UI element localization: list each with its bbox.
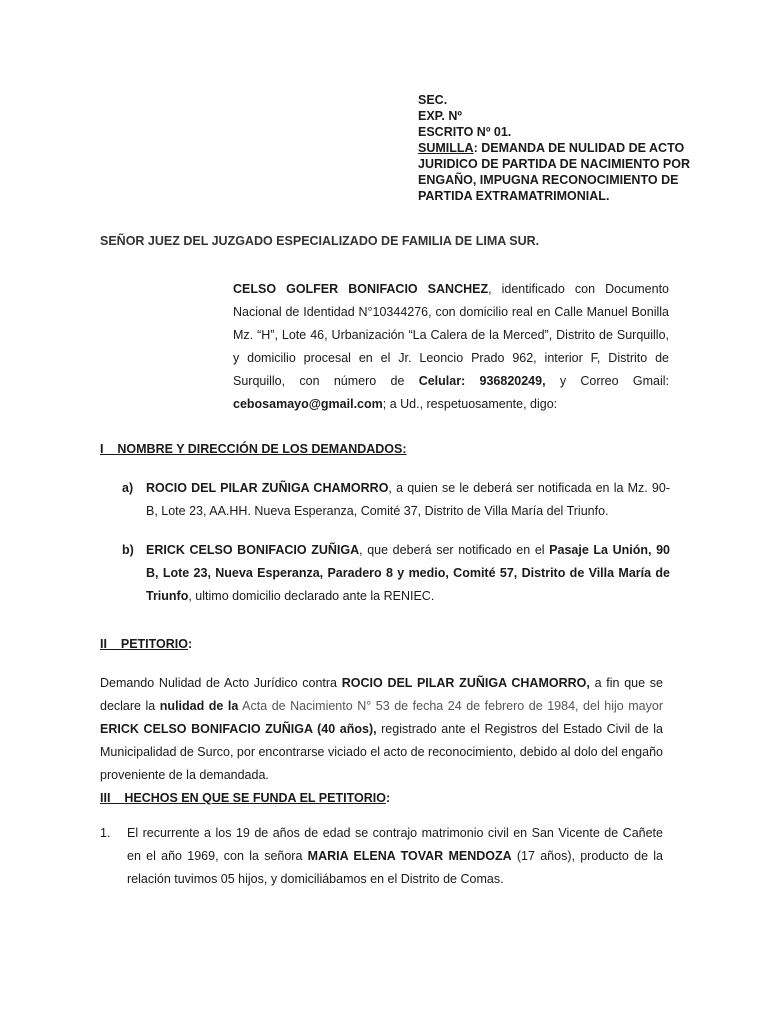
fact-item-1 <box>100 822 663 891</box>
celular: Celular: 936820249, <box>418 374 546 388</box>
sumilla-label: SUMILLA <box>418 141 474 155</box>
exp-line: EXP. Nº <box>418 109 462 123</box>
sumilla-text-4: PARTIDA EXTRAMATRIMONIAL. <box>418 189 610 203</box>
defendant-item-a <box>122 477 670 523</box>
section-1-title-text: NOMBRE Y DIRECCIÓN DE LOS DEMANDADOS: <box>117 442 407 456</box>
addressee: SEÑOR JUEZ DEL JUZGADO ESPECIALIZADO DE FAMILIA DE LIMA SUR. <box>100 234 540 248</box>
item-label: 1. <box>100 826 111 840</box>
item-text <box>146 539 670 608</box>
sumilla-text-3: ENGAÑO, IMPUGNA RECONOCIMIENTO DE <box>418 173 679 187</box>
plaintiff-name: CELSO GOLFER BONIFACIO SANCHEZ <box>233 282 489 296</box>
item-label: b) <box>122 543 134 557</box>
section-2-title <box>100 637 192 651</box>
defendant-name: ROCIO DEL PILAR ZUÑIGA CHAMORRO, <box>341 676 590 690</box>
petitorio-text-2: a fin que se declare la <box>100 676 663 713</box>
fact-text-1: El recurrente a los 19 de años de edad se contrajo matrimonio civil en San Vicente de Cañete en el año 1969, con la señora <box>127 826 663 863</box>
section-1-title <box>100 442 407 456</box>
sumilla-text-1: : DEMANDA DE NULIDAD DE ACTO <box>473 141 685 155</box>
sumilla-text-2: JURIDICO DE PARTIDA DE NACIMIENTO POR <box>418 157 691 171</box>
item-text <box>146 477 670 523</box>
spouse-name: MARIA ELENA TOVAR MENDOZA <box>307 849 512 863</box>
defendant-item-b <box>122 539 670 608</box>
sumilla-line <box>418 140 685 156</box>
section-3-num-text: III <box>100 791 111 805</box>
section-3-num <box>100 791 124 805</box>
section-2-num <box>100 637 121 651</box>
escrito-line: ESCRITO Nº 01. <box>418 125 512 139</box>
son-name: ERICK CELSO BONIFACIO ZUÑIGA (40 años), <box>100 722 377 736</box>
item-label: a) <box>122 481 134 495</box>
section-3-title <box>100 791 390 805</box>
defendant-name: ROCIO DEL PILAR ZUÑIGA CHAMORRO <box>146 481 389 495</box>
intro-text-2: y Correo Gmail: <box>545 374 669 388</box>
item-text-1: , que deberá ser notificado en el <box>359 543 550 557</box>
petitorio-text-1: Demando Nulidad de Acto Jurídico contra <box>100 676 342 690</box>
defendant-name: ERICK CELSO BONIFACIO ZUÑIGA <box>146 543 360 557</box>
email: cebosamayo@gmail.com <box>233 397 383 411</box>
section-2-num-text: II <box>100 637 107 651</box>
petitorio-text-4: registrado ante el Registros del Estado Civil de la Municipalidad de Surco, por encontrarse viciado el acto de reconocimiento, debido al dolo del engaño proveniente de la demandada. <box>100 722 663 782</box>
case-header <box>418 92 691 204</box>
section-1-num: I <box>100 442 104 456</box>
intro-text-3: ; a Ud., respetuosamente, digo: <box>382 397 558 411</box>
fact-text-2: (17 años), producto de la relación tuvimos 05 hijos, y domiciliábamos en el Distrito de Comas. <box>127 849 664 886</box>
defendant-address: Pasaje La Unión, 90 B, Lote 23, Nueva Esperanza, Paradero 8 y medio, Comité 57, Distrito de Villa María de Triunfo <box>146 543 670 603</box>
sec-line: SEC. <box>418 93 448 107</box>
intro-text-1: , identificado con Documento Nacional de Identidad N°10344276, con domicilio real en Calle Manuel Bonilla Mz. “H”, Lote 46, Urbanización “La Calera de la Merced”, Distrito de Surquillo, y domicilio procesal en el Jr. Leoncio Prado 962, interior F, Distrito de Surquillo, con número de <box>233 282 669 388</box>
petitorio-paragraph <box>100 672 663 787</box>
defendant-address: , a quien se le deberá ser notificada en la Mz. 90-B, Lote 23, AA.HH. Nueva Esperanza, Comité 37, Distrito de Villa María del Triunfo. <box>146 481 670 518</box>
section-2-colon: : <box>188 637 193 651</box>
section-3-title-text: HECHOS EN QUE SE FUNDA EL PETITORIO <box>124 791 386 805</box>
section-3-colon: : <box>385 791 391 805</box>
section-2-title-text: PETITORIO <box>120 637 188 651</box>
petitorio-text-3: Acta de Nacimiento N° 53 de fecha 24 de febrero de 1984, del hijo mayor <box>238 699 663 713</box>
intro-paragraph <box>233 278 669 416</box>
item-text-2: , ultimo domicilio declarado ante la RENIEC. <box>188 589 435 603</box>
item-text <box>127 822 663 891</box>
nulidad-text: nulidad de la <box>159 699 239 713</box>
